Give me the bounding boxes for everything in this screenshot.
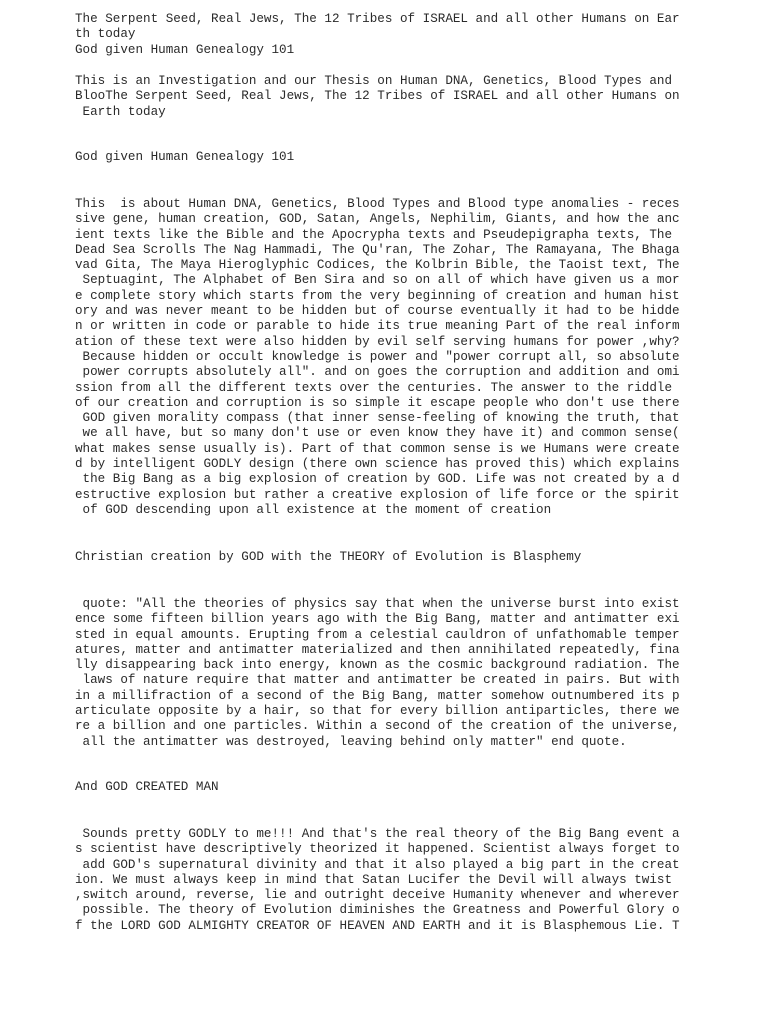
- subtitle-heading: God given Human Genealogy 101: [75, 150, 295, 164]
- body-paragraph-2: Sounds pretty GODLY to me!!! And that's the real theory of the Big Bang event a s scientist have descriptively theorized it happened. Scientist always forget to add GOD's supernatural divinity and that it also played a big part in the creat ion. We must always keep in mind that Satan Lucifer the Devil will always twist ,switch around, reverse, lie and outright deceive Humanity whenever and wherever possible. The theory of Evolution diminishes the Greatness and Powerful Glory o f the LORD GOD ALMIGHTY CREATOR OF HEAVEN AND EARTH and it is Blasphemous Lie. T: [75, 827, 680, 933]
- section-heading-creation: Christian creation by GOD with the THEORY of Evolution is Blasphemy: [75, 550, 582, 564]
- body-paragraph-1: This is about Human DNA, Genetics, Blood Types and Blood type anomalies - reces sive gene, human creation, GOD, Satan, Angels, Nephilim, Giants, and how the anc ient texts like the Bible and the Apocrypha texts and Pseudepigrapha texts, The Dead Sea Scrolls The Nag Hammadi, The Qu'ran, The Zohar, The Ramayana, The Bhaga vad Gita, The Maya Hieroglyphic Codices, the Kolbrin Bible, the Taoist text, The Septuagint, The Alphabet of Ben Sira and so on all of which have given us a mor e complete story which starts from the very beginning of creation and human hist ory and was never meant to be hidden but of course eventually it had to be hidde n or written in code or parable to hide its true meaning Part of the real inform ation of these text were also hidden by evil self serving humans for power ,why? Because hidden or occult knowledge is power and "power corrupt all, so absolute power corrupts absolutely all". and on goes the corruption and addition and omi ssion from all the different texts over the centuries. The answer to the riddle of our creation and corruption is so simple it escape people who don't use there GOD given morality compass (that inner sense-feeling of knowing the truth, that we all have, but so many don't use or even know they have it) and common sense( what makes sense usually is). Part of that common sense is we Humans were create d by intelligent GODLY design (there own science has proved this) which explains the Big Bang as a big explosion of creation by GOD. Life was not created by a d estructive explosion but rather a creative explosion of life force or the spirit of GOD descending upon all existence at the moment of creation: [75, 197, 680, 517]
- intro-paragraph: This is an Investigation and our Thesis on Human DNA, Genetics, Blood Types and BlooThe Serpent Seed, Real Jews, The 12 Tribes of ISRAEL and all other Humans on Earth today: [75, 74, 680, 119]
- quote-paragraph: quote: "All the theories of physics say that when the universe burst into exist ence some fifteen billion years ago with the Big Bang, matter and antimatter exi sted in equal amounts. Erupting from a celestial cauldron of unfathomable temper atures, matter and antimatter materialized and then annihilated repeatedly, fina lly disappearing back into energy, known as the cosmic background radiation. The laws of nature require that matter and antimatter be created in pairs. But with in a millifraction of a second of the Big Bang, matter somehow outnumbered its p articulate opposite by a hair, so that for every billion antiparticles, there we re a billion and one particles. Within a second of the creation of the universe, all the antimatter was destroyed, leaving behind only matter" end quote.: [75, 597, 680, 749]
- document-header: The Serpent Seed, Real Jews, The 12 Tribes of ISRAEL and all other Humans on Ear th today God given Human Genealogy 101: [75, 12, 680, 57]
- section-heading-god-created-man: And GOD CREATED MAN: [75, 780, 219, 794]
